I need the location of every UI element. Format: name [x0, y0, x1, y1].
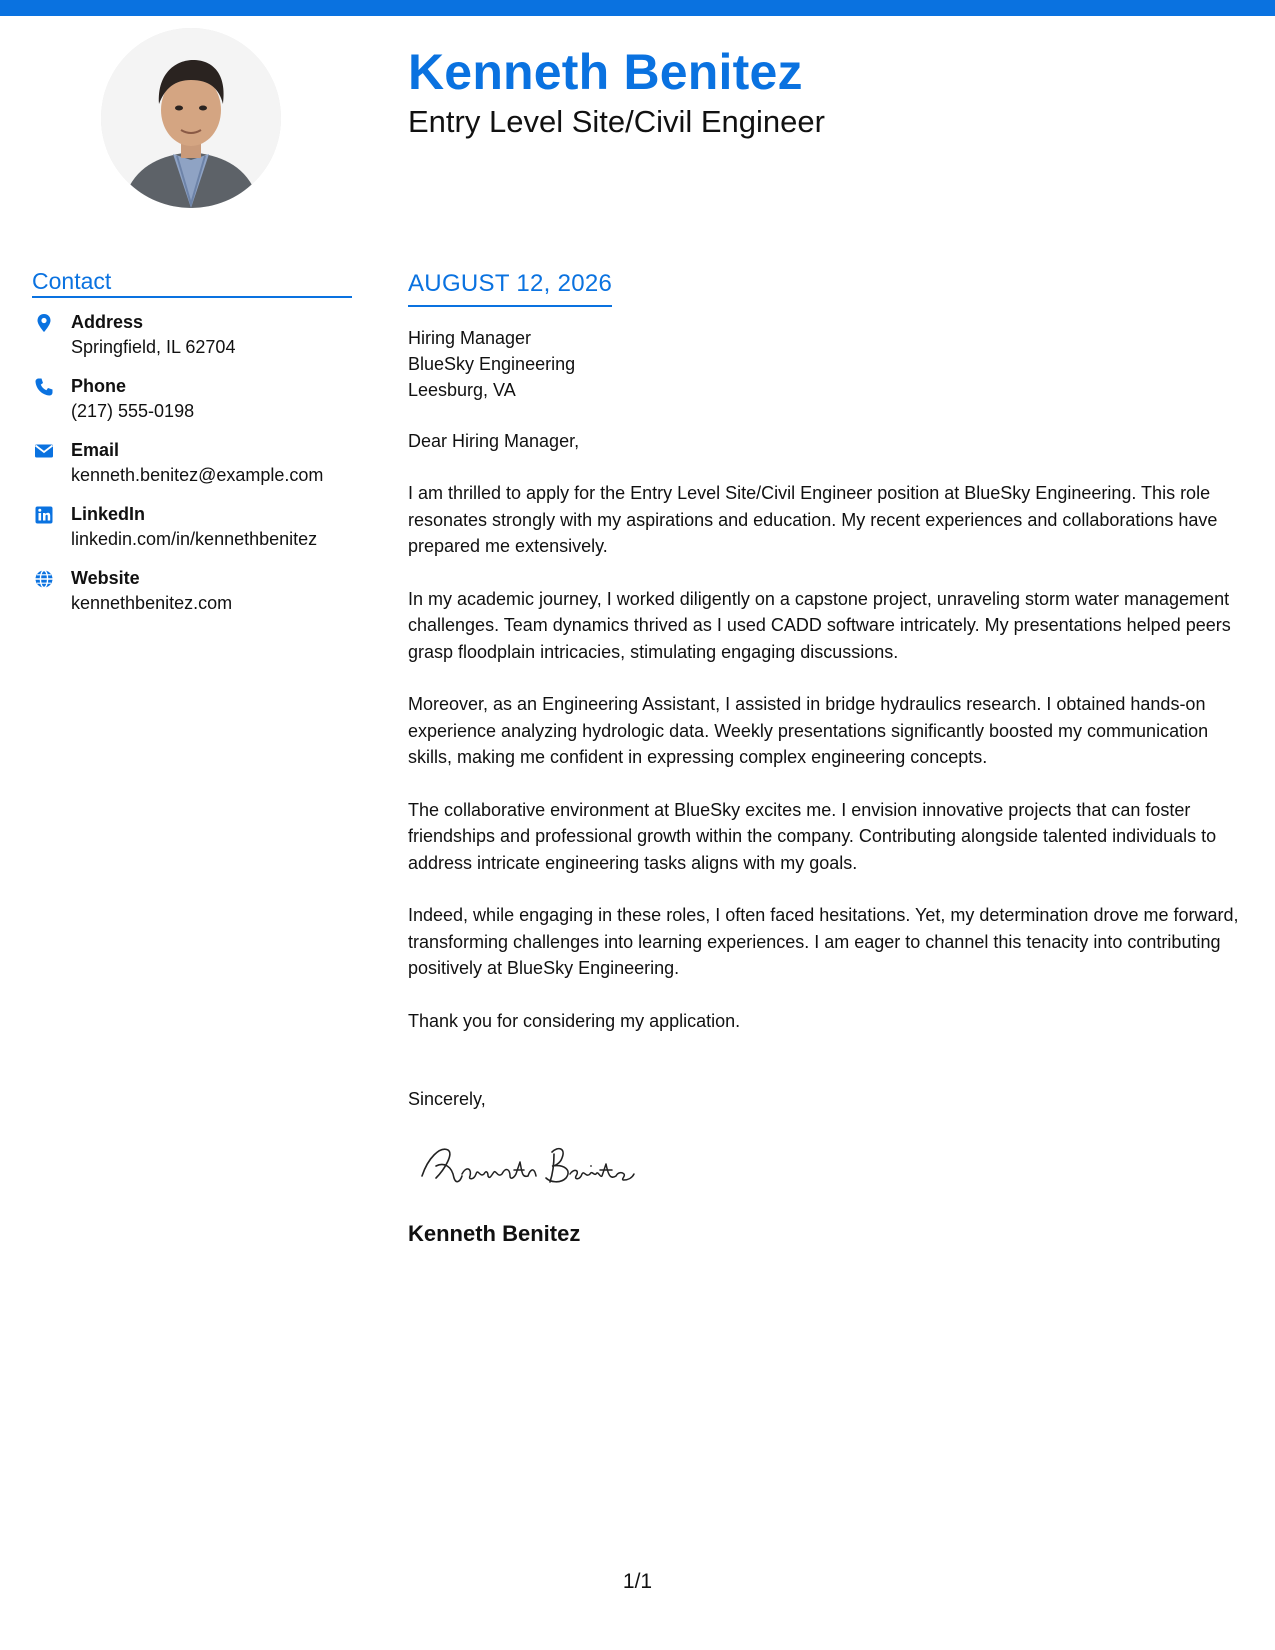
- contact-item-website: [32, 566, 352, 617]
- contact-item-email: [32, 438, 352, 489]
- contact-label: LinkedIn: [71, 504, 146, 524]
- contact-value: Springfield, IL 62704: [71, 337, 236, 357]
- salutation: Dear Hiring Manager,: [408, 431, 580, 451]
- contact-value[interactable]: kenneth.benitez@example.com: [71, 465, 324, 485]
- globe-icon: [34, 569, 54, 589]
- phone-icon: [34, 377, 54, 397]
- job-title: Entry Level Site/Civil Engineer: [408, 104, 825, 139]
- contact-label: Address: [71, 312, 144, 332]
- closing: Sincerely,: [408, 1089, 486, 1109]
- contact-list: [32, 310, 352, 617]
- letter-paragraph: The collaborative environment at BlueSky excites me. I envision innovative projects that can foster friendships and professional growth within the company. Contributing alongside talented individuals to address intricate engineering tasks aligns with my goals.: [408, 799, 1217, 873]
- letter-paragraph: I am thrilled to apply for the Entry Level Site/Civil Engineer position at BlueSky Engineering. This role resonates strongly with my aspirations and education. My recent experiences and collaborations have prepared me extensively.: [408, 483, 1218, 556]
- linkedin-icon: [34, 505, 54, 525]
- letter-date: AUGUST 12, 2026: [408, 270, 613, 297]
- recipient-line: Leesburg, VA: [408, 380, 516, 400]
- contact-sidebar: [32, 266, 352, 630]
- applicant-name: Kenneth Benitez: [408, 44, 803, 100]
- contact-label: Phone: [71, 376, 127, 396]
- recipient-line: BlueSky Engineering: [408, 354, 576, 374]
- contact-value: (217) 555-0198: [71, 401, 195, 421]
- date-block: [408, 266, 612, 307]
- contact-value[interactable]: linkedin.com/in/kennethbenitez: [71, 529, 318, 549]
- recipient-line: Hiring Manager: [408, 328, 532, 348]
- profile-photo: [101, 28, 281, 208]
- contact-item-linkedin: [32, 502, 352, 553]
- letter-paragraph: Indeed, while engaging in these roles, I often faced hesitations. Yet, my determination drove me forward, transforming challenges into learning experiences. I am eager to channel this tenacity into contributing positively at BlueSky Engineering.: [408, 905, 1239, 978]
- page-number: 1/1: [622, 1570, 653, 1593]
- top-accent-bar: [0, 0, 1275, 16]
- handwritten-signature: [414, 1136, 674, 1192]
- letter-paragraph: Thank you for considering my application.: [408, 1010, 741, 1031]
- contact-item-address: [32, 310, 352, 361]
- signed-name: Kenneth Benitez: [408, 1221, 581, 1246]
- letter-paragraph: In my academic journey, I worked diligently on a capstone project, unraveling storm water management challenges. Team dynamics thrived as I used CADD software intricately. My presentations helped peers grasp floodplain intricacies, stimulating engaging discussions.: [408, 588, 1231, 662]
- recipient-block: [408, 325, 1253, 403]
- letter-paragraph: Moreover, as an Engineering Assistant, I assisted in bridge hydraulics research. I obtained hands-on experience analyzing hydrologic data. Weekly presentations significantly boosted my communication skills, making me confident in expressing complex engineering concepts.: [408, 694, 1209, 767]
- contact-label: Email: [71, 440, 120, 460]
- contact-item-phone: [32, 374, 352, 425]
- contact-heading: Contact: [32, 266, 352, 298]
- contact-value[interactable]: kennethbenitez.com: [71, 593, 233, 613]
- location-pin-icon: [34, 313, 54, 333]
- contact-label: Website: [71, 568, 140, 588]
- letter-body: [408, 266, 1253, 1249]
- envelope-icon: [34, 441, 54, 461]
